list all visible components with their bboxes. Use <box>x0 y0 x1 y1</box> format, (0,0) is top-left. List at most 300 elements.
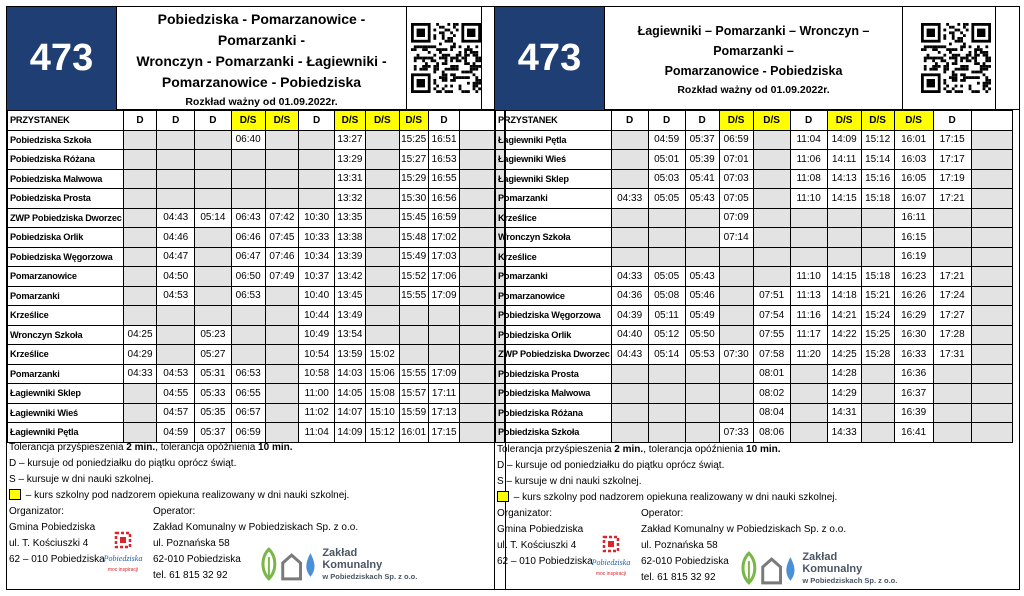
yellow-note: – kurs szkolny pod nadzorem opiekuna realizowany w dni nauki szkolnej. <box>497 490 837 506</box>
spare-cell <box>971 189 1012 209</box>
departure-time: 10:34 <box>299 247 335 267</box>
departure-time <box>861 423 894 443</box>
table-row <box>8 189 505 209</box>
table-row <box>8 267 505 287</box>
departure-time: 15:45 <box>399 208 428 228</box>
departure-time <box>719 247 753 267</box>
departure-time: 10:40 <box>299 286 335 306</box>
departure-time <box>933 247 971 267</box>
table-row <box>8 247 505 267</box>
departure-time <box>123 169 157 189</box>
departure-time: 17:15 <box>933 130 971 150</box>
departure-time <box>790 403 827 423</box>
column-header: D <box>157 111 195 131</box>
spare-cell <box>971 364 1012 384</box>
route-title-line: Wronczyn - Pomarzanki - Łagiewniki - <box>136 53 387 69</box>
departure-time <box>123 403 157 423</box>
stop-name: Łagiewniki Wieś <box>496 150 612 170</box>
table-row <box>496 403 1013 423</box>
departure-time: 05:14 <box>648 345 685 365</box>
spare-cell <box>971 423 1012 443</box>
stop-name: Pobiedziska Szkoła <box>496 423 612 443</box>
departure-time: 15:28 <box>861 345 894 365</box>
stop-name: Pobiedziska Szkoła <box>8 130 124 150</box>
departure-time: 14:15 <box>827 189 861 209</box>
departure-time <box>611 384 648 404</box>
stop-name: Krześlice <box>496 208 612 228</box>
departure-time: 10:44 <box>299 306 335 326</box>
departure-time <box>157 306 195 326</box>
departure-time: 16:26 <box>894 286 933 306</box>
route-title-line: Pomarzanowice - Pobiedziska <box>161 74 362 90</box>
departure-time: 16:23 <box>894 267 933 287</box>
column-header: D <box>299 111 335 131</box>
notes <box>497 442 837 506</box>
spare-cell <box>971 325 1012 345</box>
column-header: D/S <box>894 111 933 131</box>
departure-time: 13:29 <box>335 150 366 170</box>
departure-time: 05:33 <box>195 384 232 404</box>
departure-time: 05:41 <box>685 169 719 189</box>
departure-time <box>123 130 157 150</box>
departure-time: 15:59 <box>399 403 428 423</box>
departure-time <box>195 189 232 209</box>
departure-time: 15:25 <box>861 325 894 345</box>
departure-time: 14:09 <box>335 423 366 443</box>
svg-text:Pobiedziska: Pobiedziska <box>591 558 631 567</box>
departure-time: 14:09 <box>827 130 861 150</box>
table-row <box>496 364 1013 384</box>
departure-time: 04:46 <box>157 228 195 248</box>
spare-cell <box>971 403 1012 423</box>
departure-time: 14:31 <box>827 403 861 423</box>
departure-time <box>753 130 790 150</box>
departure-time <box>611 208 648 228</box>
departure-time: 15:30 <box>399 189 428 209</box>
departure-time: 08:04 <box>753 403 790 423</box>
departure-time: 11:00 <box>299 384 335 404</box>
departure-time <box>123 208 157 228</box>
departure-time: 10:58 <box>299 364 335 384</box>
stop-name: Krześlice <box>496 247 612 267</box>
departure-time: 13:35 <box>335 208 366 228</box>
s-note: S – kursuje w dni nauki szkolnej. <box>9 474 154 485</box>
svg-text:moc inspiracji: moc inspiracji <box>107 567 139 573</box>
departure-time <box>685 228 719 248</box>
departure-time: 15:25 <box>399 130 428 150</box>
departure-time: 16:15 <box>894 228 933 248</box>
stop-name: ZWP Pobiedziska Dworzec <box>8 208 124 228</box>
table-row <box>496 208 1013 228</box>
departure-time: 16:51 <box>428 130 460 150</box>
departure-time <box>827 228 861 248</box>
departure-time: 17:09 <box>428 286 460 306</box>
departure-time <box>719 267 753 287</box>
table-row <box>8 345 505 365</box>
spare-cell <box>971 169 1012 189</box>
departure-time <box>265 325 299 345</box>
departure-time <box>753 169 790 189</box>
stop-name: Pomarzanki <box>8 364 124 384</box>
departure-time: 17:02 <box>428 228 460 248</box>
departure-time: 11:06 <box>790 150 827 170</box>
departure-time <box>231 325 265 345</box>
departure-time <box>719 403 753 423</box>
table-row <box>496 423 1013 443</box>
departure-time <box>611 169 648 189</box>
departure-time <box>123 150 157 170</box>
departure-time <box>195 267 232 287</box>
departure-time: 15:52 <box>399 267 428 287</box>
departure-time: 05:14 <box>195 208 232 228</box>
s-note: S – kursuje w dni nauki szkolnej. <box>497 476 642 487</box>
departure-time: 06:43 <box>231 208 265 228</box>
departure-time <box>231 306 265 326</box>
departure-time: 07:55 <box>753 325 790 345</box>
departure-time: 14:29 <box>827 384 861 404</box>
timetable-table <box>495 110 1013 443</box>
spare-cell <box>971 228 1012 248</box>
departure-time <box>933 423 971 443</box>
departure-time: 16:41 <box>894 423 933 443</box>
departure-time: 10:49 <box>299 325 335 345</box>
departure-time: 05:37 <box>195 423 232 443</box>
table-row <box>496 169 1013 189</box>
departure-time <box>265 150 299 170</box>
departure-time: 05:05 <box>648 189 685 209</box>
departure-time: 04:33 <box>611 189 648 209</box>
departure-time <box>753 189 790 209</box>
departure-time: 04:36 <box>611 286 648 306</box>
departure-time: 05:05 <box>648 267 685 287</box>
departure-time: 16:36 <box>894 364 933 384</box>
departure-time <box>265 169 299 189</box>
route-title <box>117 7 407 110</box>
departure-time <box>685 208 719 228</box>
departure-time <box>265 384 299 404</box>
departure-time: 06:57 <box>231 403 265 423</box>
departure-time <box>157 189 195 209</box>
column-header: D/S <box>719 111 753 131</box>
departure-time <box>685 423 719 443</box>
departure-time: 04:25 <box>123 325 157 345</box>
departure-time: 17:03 <box>428 247 460 267</box>
table-row <box>496 345 1013 365</box>
departure-time <box>231 150 265 170</box>
departure-time: 13:54 <box>335 325 366 345</box>
departure-time: 04:40 <box>611 325 648 345</box>
departure-time <box>231 189 265 209</box>
operator: Operator: Zakład Komunalny w Pobiedziskach Sp. z o.o. ul. Poznańska 58 62-010 Pobiedziska tel. 61 815 32 92 <box>153 506 359 581</box>
departure-time: 07:51 <box>753 286 790 306</box>
departure-time: 04:47 <box>157 247 195 267</box>
table-row <box>496 267 1013 287</box>
departure-time <box>428 306 460 326</box>
departure-time: 06:47 <box>231 247 265 267</box>
departure-time <box>195 286 232 306</box>
departure-time: 05:01 <box>648 150 685 170</box>
departure-time: 14:03 <box>335 364 366 384</box>
departure-time: 11:20 <box>790 345 827 365</box>
table-row <box>8 208 505 228</box>
pobiedziska-logo-icon <box>589 533 633 581</box>
departure-time: 07:14 <box>719 228 753 248</box>
departure-time <box>365 208 399 228</box>
table-row <box>496 247 1013 267</box>
stop-name: Pobiedziska Prosta <box>496 364 612 384</box>
stop-name: Pomarzanki <box>8 286 124 306</box>
departure-time: 05:31 <box>195 364 232 384</box>
departure-time <box>611 364 648 384</box>
departure-time: 14:22 <box>827 325 861 345</box>
departure-time: 15:12 <box>861 130 894 150</box>
departure-time: 15:48 <box>399 228 428 248</box>
departure-time <box>123 228 157 248</box>
departure-time <box>299 169 335 189</box>
departure-time <box>753 208 790 228</box>
departure-time <box>861 228 894 248</box>
departure-time <box>719 364 753 384</box>
zk-icon <box>259 547 318 583</box>
departure-time <box>399 345 428 365</box>
departure-time: 16:56 <box>428 189 460 209</box>
header-row <box>8 111 505 131</box>
departure-time: 04:53 <box>157 364 195 384</box>
table-row <box>8 306 505 326</box>
departure-time <box>685 403 719 423</box>
organizer: Organizator: Gmina Pobiedziska ul. T. Kościuszki 4 62 – 010 Pobiedziska <box>9 506 105 565</box>
departure-time: 04:53 <box>157 286 195 306</box>
departure-time: 11:10 <box>790 267 827 287</box>
departure-time: 05:39 <box>685 150 719 170</box>
timetable-right <box>494 6 1020 590</box>
column-header: D <box>933 111 971 131</box>
departure-time <box>648 247 685 267</box>
route-title <box>605 7 903 110</box>
departure-time: 15:16 <box>861 169 894 189</box>
departure-time <box>933 208 971 228</box>
departure-time: 15:06 <box>365 364 399 384</box>
departure-time: 17:17 <box>933 150 971 170</box>
column-header: D <box>790 111 827 131</box>
departure-time: 15:27 <box>399 150 428 170</box>
departure-time: 06:53 <box>231 286 265 306</box>
stop-name: Pomarzanowice <box>496 286 612 306</box>
departure-time <box>365 189 399 209</box>
stop-name: Pobiedziska Różana <box>496 403 612 423</box>
departure-time: 14:28 <box>827 364 861 384</box>
departure-time: 15:55 <box>399 364 428 384</box>
departure-time: 11:10 <box>790 189 827 209</box>
validity-date: Rozkład ważny od 01.09.2022r. <box>677 84 830 96</box>
departure-time: 17:24 <box>933 286 971 306</box>
departure-time <box>428 345 460 365</box>
table-row <box>496 306 1013 326</box>
departure-time <box>365 247 399 267</box>
zaklad-komunalny-logo: Zakład Komunalny w Pobiedziskach Sp. z o.o. <box>259 545 419 585</box>
departure-time: 16:55 <box>428 169 460 189</box>
table-row <box>496 384 1013 404</box>
departure-time <box>648 228 685 248</box>
departure-time <box>648 364 685 384</box>
departure-time <box>365 306 399 326</box>
departure-time <box>611 247 648 267</box>
departure-time <box>753 228 790 248</box>
table-row <box>8 286 505 306</box>
departure-time: 16:19 <box>894 247 933 267</box>
departure-time: 11:16 <box>790 306 827 326</box>
departure-time <box>611 228 648 248</box>
departure-time: 08:01 <box>753 364 790 384</box>
departure-time <box>648 423 685 443</box>
stop-name: Łagiewniki Wieś <box>8 403 124 423</box>
departure-time <box>157 345 195 365</box>
departure-time: 16:01 <box>894 130 933 150</box>
departure-time <box>265 286 299 306</box>
departure-time: 10:54 <box>299 345 335 365</box>
stop-name: Łagiewniki Sklep <box>496 169 612 189</box>
departure-time: 07:42 <box>265 208 299 228</box>
departure-time: 16:30 <box>894 325 933 345</box>
table-row <box>8 228 505 248</box>
timetable-header <box>7 7 505 110</box>
departure-time <box>365 228 399 248</box>
departure-time: 17:19 <box>933 169 971 189</box>
departure-time: 04:39 <box>611 306 648 326</box>
departure-time: 11:17 <box>790 325 827 345</box>
departure-time <box>399 306 428 326</box>
zaklad-komunalny-logo: Zakład Komunalny w Pobiedziskach Sp. z o.o. <box>739 549 899 589</box>
departure-time: 15:49 <box>399 247 428 267</box>
departure-time <box>365 130 399 150</box>
departure-time <box>790 247 827 267</box>
stop-name: Łagiewniki Pętla <box>8 423 124 443</box>
route-number: 473 <box>495 7 605 110</box>
table-row <box>496 189 1013 209</box>
column-header: D/S <box>861 111 894 131</box>
departure-time: 04:57 <box>157 403 195 423</box>
departure-time <box>195 228 232 248</box>
route-number: 473 <box>7 7 117 110</box>
spare-cell <box>971 150 1012 170</box>
departure-time: 11:04 <box>790 130 827 150</box>
departure-time <box>195 150 232 170</box>
validity-date: Rozkład ważny od 01.09.2022r. <box>185 96 338 108</box>
departure-time: 13:32 <box>335 189 366 209</box>
stop-name: Pobiedziska Różana <box>8 150 124 170</box>
departure-time <box>123 189 157 209</box>
departure-time: 07:05 <box>719 189 753 209</box>
d-note: D – kursuje od poniedziałku do piątku oprócz świąt. <box>9 458 237 469</box>
table-row <box>8 169 505 189</box>
departure-time <box>648 403 685 423</box>
departure-time <box>157 130 195 150</box>
departure-time: 10:33 <box>299 228 335 248</box>
departure-time <box>611 130 648 150</box>
departure-time: 08:06 <box>753 423 790 443</box>
svg-text:Pobiedziska: Pobiedziska <box>103 554 143 563</box>
table-row <box>496 286 1013 306</box>
departure-time <box>861 208 894 228</box>
departure-time: 13:45 <box>335 286 366 306</box>
departure-time <box>719 325 753 345</box>
timetable-header <box>495 7 1019 110</box>
departure-time: 06:50 <box>231 267 265 287</box>
departure-time: 16:39 <box>894 403 933 423</box>
stop-name: Wronczyn Szkoła <box>496 228 612 248</box>
departure-time: 14:21 <box>827 306 861 326</box>
departure-time: 16:01 <box>399 423 428 443</box>
spare-column <box>971 111 1012 131</box>
departure-time: 11:02 <box>299 403 335 423</box>
organizer: Organizator: Gmina Pobiedziska ul. T. Kościuszki 4 62 – 010 Pobiedziska <box>497 508 593 567</box>
departure-time: 15:02 <box>365 345 399 365</box>
departure-time <box>861 364 894 384</box>
stop-column-header: PRZYSTANEK <box>8 111 124 131</box>
departure-time: 13:31 <box>335 169 366 189</box>
departure-time <box>933 228 971 248</box>
zk-icon <box>739 551 798 587</box>
departure-time <box>195 169 232 189</box>
departure-time: 07:09 <box>719 208 753 228</box>
yellow-note: – kurs szkolny pod nadzorem opiekuna realizowany w dni nauki szkolnej. <box>9 488 349 504</box>
spare-cell <box>971 286 1012 306</box>
departure-time <box>933 364 971 384</box>
departure-time: 05:53 <box>685 345 719 365</box>
departure-time <box>123 306 157 326</box>
timetable-table <box>7 110 505 443</box>
departure-time: 13:39 <box>335 247 366 267</box>
departure-time <box>790 364 827 384</box>
departure-time: 05:12 <box>648 325 685 345</box>
departure-time <box>790 384 827 404</box>
departure-time <box>933 384 971 404</box>
departure-time: 07:30 <box>719 345 753 365</box>
spare-cell <box>971 306 1012 326</box>
departure-time <box>265 345 299 365</box>
departure-time: 04:33 <box>123 364 157 384</box>
departure-time: 05:43 <box>685 189 719 209</box>
departure-time: 14:05 <box>335 384 366 404</box>
departure-time: 06:53 <box>231 364 265 384</box>
departure-time <box>123 267 157 287</box>
spare-cell <box>971 267 1012 287</box>
notes <box>9 440 349 504</box>
departure-time: 13:27 <box>335 130 366 150</box>
departure-time: 13:49 <box>335 306 366 326</box>
departure-time <box>861 403 894 423</box>
departure-time: 16:29 <box>894 306 933 326</box>
tolerance-note: Tolerancja przyśpieszenia 2 min., tolerancja opóźnienia 10 min. <box>497 444 781 455</box>
departure-time: 14:33 <box>827 423 861 443</box>
departure-time: 07:54 <box>753 306 790 326</box>
departure-time <box>790 228 827 248</box>
departure-time <box>790 423 827 443</box>
departure-time: 07:49 <box>265 267 299 287</box>
departure-time: 17:31 <box>933 345 971 365</box>
departure-time: 15:12 <box>365 423 399 443</box>
departure-time <box>195 130 232 150</box>
spare-cell <box>971 130 1012 150</box>
stop-name: Pobiedziska Malwowa <box>496 384 612 404</box>
d-note: D – kursuje od poniedziałku do piątku oprócz świąt. <box>497 460 725 471</box>
stop-column-header: PRZYSTANEK <box>496 111 612 131</box>
departure-time: 14:11 <box>827 150 861 170</box>
departure-time: 17:06 <box>428 267 460 287</box>
departure-time <box>123 286 157 306</box>
departure-time: 05:27 <box>195 345 232 365</box>
departure-time <box>827 247 861 267</box>
